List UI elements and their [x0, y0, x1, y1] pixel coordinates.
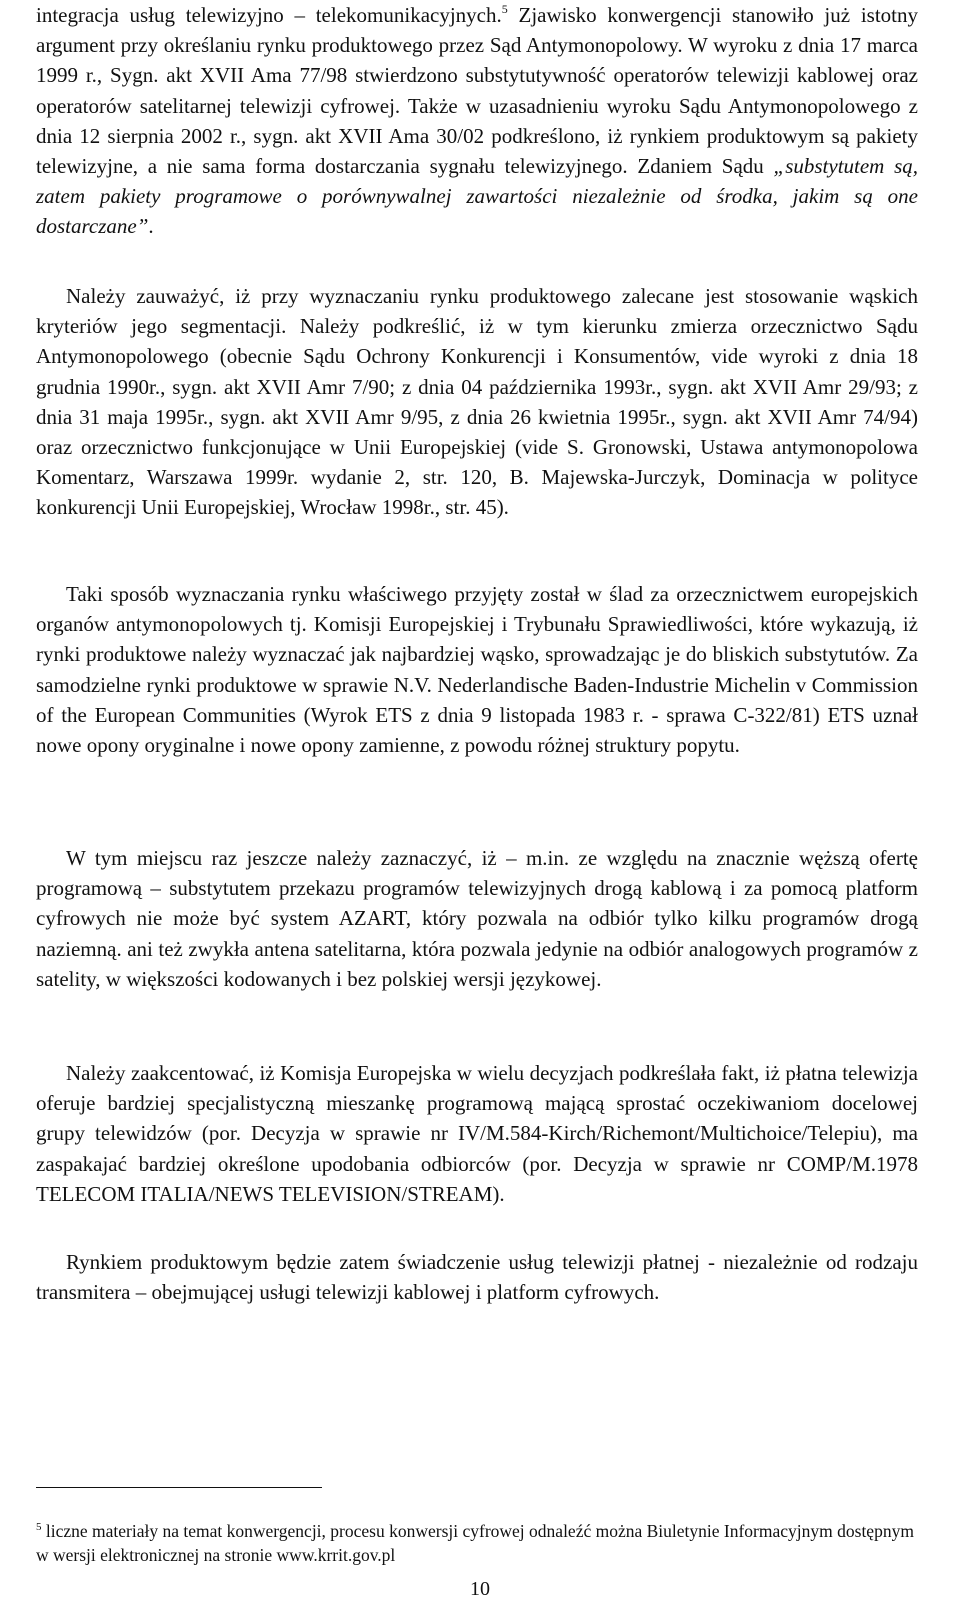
paragraph-3: Taki sposób wyznaczania rynku właściwego przyjęty został w ślad za orzecznictwem europejskich organów antymonopolowych tj. Komisji Europejskiej i Trybunału Sprawiedliwości, które wykazują, iż rynki produktowe należy wyznaczać jak najbardziej wąsko, sprowadzając je do bliskich substytutów. Za samodzielne rynki produktowe w sprawie N.V. Nederlandische Baden-Industrie Michelin v Commission of the European Communities (Wyrok ETS z dnia 9 listopada 1983 r. - sprawa C-322/81) ETS uznał nowe opony oryginalne i nowe opony zamienne, z powodu różnej struktury popytu.: [36, 582, 918, 758]
paragraph-1-text-c: .: [148, 214, 154, 239]
paragraph-1: [36, 0, 918, 242]
footnote-divider: [36, 1487, 322, 1488]
paragraph-4: W tym miejscu raz jeszcze należy zaznaczyć, iż – m.in. ze względu na znacznie węższą ofertę programową – substytutem przekazu programów telewizyjnych drogą kablową i za pomocą platform cyfrowych nie może być system AZART, który pozwala na odbiór tylko kilku programów drogą naziemną. ani też zwykła antena satelitarna, która pozwala jedynie na odbiór analogowych programów z satelity, w większości kodowanych i bez polskiej wersji językowej.: [36, 846, 918, 991]
paragraph-5: Należy zaakcentować, iż Komisja Europejska w wielu decyzjach podkreślała fakt, iż płatna telewizja oferuje bardziej specjalistyczną mieszankę programową mającą sprostać oczekiwaniom docelowej grupy telewidzów (por. Decyzja w sprawie nr IV/M.584-Kirch/Richemont/Multichoice/Telepiu), ma zaspakajać bardziej określone upodobania odbiorców (por. Decyzja w sprawie nr COMP/M.1978 TELECOM ITALIA/NEWS TELEVISION/STREAM).: [36, 1061, 918, 1206]
footnote-ref-5[interactable]: 5: [501, 2, 508, 16]
footnote: [36, 1519, 916, 1567]
footnote-marker: 5: [36, 1521, 42, 1533]
paragraph-1-text-a: integracja usług telewizyjno – telekomunikacyjnych.: [36, 3, 502, 27]
page-number: 10: [470, 1578, 490, 1600]
paragraph-6: Rynkiem produktowym będzie zatem świadczenie usług telewizji płatnej - niezależnie od rodzaju transmitera – obejmującej usługi telewizji kablowej i platform cyfrowych.: [36, 1250, 918, 1305]
footnote-text: liczne materiały na temat konwergencji, procesu konwersji cyfrowej odnaleźć można Biuletynie Informacyjnym dostępnym w wersji elektronicznej na stronie www.krrit.gov.pl: [36, 1521, 914, 1565]
paragraph-1-text-b: Zjawisko konwergencji stanowiło już istotny argument przy określaniu rynku produktowego przez Sąd Antymonopolowy. W wyroku z dnia 17 marca 1999 r., Sygn. akt XVII Ama 77/98 stwierdzono substytutywność operatorów telewizji kablowej oraz operatorów satelitarnej telewizji cyfrowej. Także w uzasadnieniu wyroku Sądu Antymonopolowego z dnia 12 sierpnia 2002 r., sygn. akt XVII Ama 30/02 podkreślono, iż rynkiem produktowym są pakiety telewizyjne, a nie sama forma dostarczania sygnału telewizyjnego. Zdaniem Sądu: [36, 3, 919, 179]
paragraph-1-quote: „substytutem są, zatem pakiety programowe o porównywalnej zawartości niezależnie od środka, jakim są one dostarczane”: [36, 154, 918, 239]
paragraph-2: Należy zauważyć, iż przy wyznaczaniu rynku produktowego zalecane jest stosowanie wąskich kryteriów jego segmentacji. Należy podkreślić, iż w tym kierunku zmierza orzecznictwo Sądu Antymonopolowego (obecnie Sądu Ochrony Konkurencji i Konsumentów, vide wyroki z dnia 18 grudnia 1990r., sygn. akt XVII Amr 7/90; z dnia 04 października 1993r., sygn. akt XVII Amr 29/93; z dnia 31 maja 1995r., sygn. akt XVII Amr 9/95, z dnia 26 kwietnia 1995r., sygn. akt XVII Amr 74/94) oraz orzecznictwo funkcjonujące w Unii Europejskiej (vide S. Gronowski, Ustawa antymonopolowa Komentarz, Warszawa 1999r. wydanie 2, str. 120, B. Majewska-Jurczyk, Dominacja w polityce konkurencji Unii Europejskiej, Wrocław 1998r., str. 45).: [36, 284, 918, 520]
